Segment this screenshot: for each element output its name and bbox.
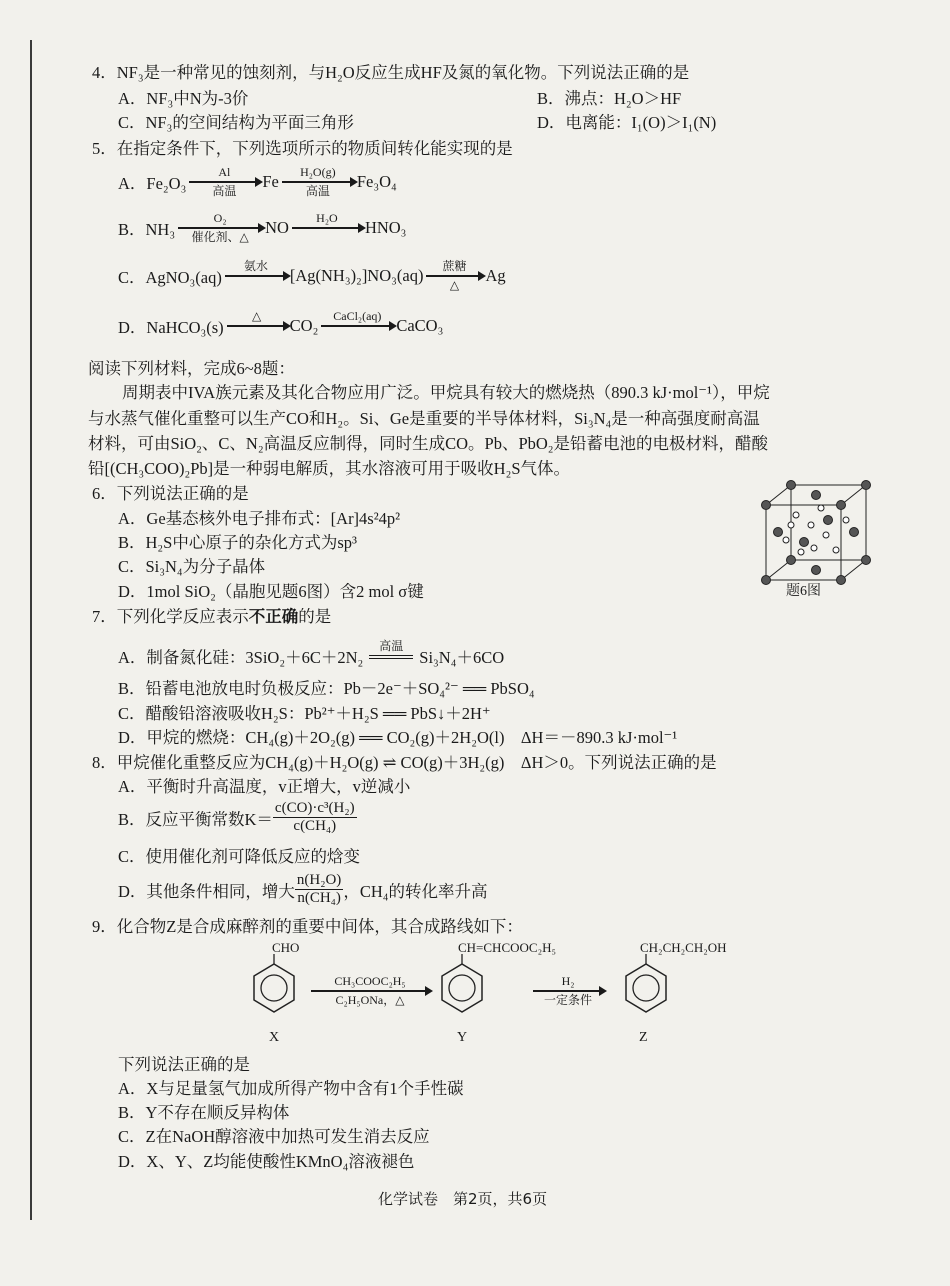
fig6-caption: 题6图 bbox=[786, 584, 821, 599]
q8-option-a: A．平衡时升高温度，v正增大，v逆减小 bbox=[118, 777, 411, 796]
q5b-arrow2 bbox=[292, 212, 362, 244]
q5-option-a bbox=[118, 166, 397, 198]
q9-prompt: 下列说法正确的是 bbox=[118, 1055, 250, 1074]
q5a-arrow1-bot: 高温 bbox=[212, 184, 237, 198]
z-substituent: CH₂CH₂CH₂OH bbox=[640, 940, 727, 955]
x-label: X bbox=[269, 1030, 280, 1045]
q7a-condition: 高温 bbox=[379, 639, 404, 653]
q5c-arrow1-top: 氨水 bbox=[243, 259, 268, 273]
q9-arrow-2 bbox=[533, 975, 603, 1007]
q9-option-d: D．X、Y、Z均能使酸性KMnO₄溶液褪色 bbox=[118, 1152, 415, 1171]
q9-option-a: A．X与足量氢气加成所得产物中含有1个手性碳 bbox=[118, 1079, 464, 1098]
q8d-fraction bbox=[295, 872, 343, 907]
q5-stem: 5．在指定条件下，下列选项所示的物质间转化能实现的是 bbox=[92, 139, 513, 158]
q7-stem-pre: 7．下列化学反应表示 bbox=[92, 607, 249, 626]
q9-stem: 9．化合物Z是合成麻醉剂的重要中间体，其合成路线如下： bbox=[92, 917, 523, 936]
q5d-mid: CO₂ bbox=[289, 316, 319, 335]
q6-option-d: D．1mol SiO₂（晶胞见题6图）含2 mol σ键 bbox=[118, 582, 424, 601]
x-substituent: CHO bbox=[272, 940, 300, 955]
y-label: Y bbox=[457, 1030, 468, 1045]
q5d-arrow2 bbox=[321, 310, 393, 342]
q9-option-b: B．Y不存在顺反异构体 bbox=[118, 1103, 290, 1122]
q8d-suffix: ，CH₄的转化率升高 bbox=[343, 881, 488, 901]
z-label: Z bbox=[639, 1030, 648, 1045]
q5b-arrow1 bbox=[178, 212, 262, 244]
q8b-denominator: c(CH₄) bbox=[293, 818, 337, 834]
q5d-product: CaCO₃ bbox=[396, 316, 444, 335]
reading-intro: 阅读下列材料，完成6~8题： bbox=[88, 359, 295, 378]
q8-option-c: C．使用催化剂可降低反应的焓变 bbox=[118, 847, 361, 866]
q7a-products: Si₃N₄＋6CO bbox=[419, 648, 505, 667]
q5b-arrow1-bot: 催化剂、△ bbox=[191, 230, 249, 244]
q5a-arrow2 bbox=[282, 166, 354, 198]
q5a-arrow2-bot: 高温 bbox=[305, 184, 330, 198]
q9-arrow2-bot: 一定条件 bbox=[543, 993, 592, 1007]
q7-stem-post: 的是 bbox=[298, 607, 332, 626]
q5d-arrow1 bbox=[227, 310, 287, 342]
q5b-arrow1-top: O₂ bbox=[213, 211, 227, 225]
q5a-arrow2-top: H₂O(g) bbox=[300, 165, 336, 179]
q5b-product: HNO₃ bbox=[364, 218, 407, 237]
page-footer: 化学试卷 第2页，共6页 bbox=[378, 1190, 548, 1208]
q5c-arrow2-bot: △ bbox=[449, 278, 460, 292]
q5-option-b bbox=[118, 212, 406, 244]
q8d-prefix: D．其他条件相同，增大 bbox=[118, 881, 295, 901]
q7a-reactants: A．制备氮化硅：3SiO₂＋6C＋2N₂ bbox=[118, 648, 364, 667]
q4-stem: 4．NF₃是一种常见的蚀刻剂，与H₂O反应生成HF及氮的氧化物。下列说法正确的是 bbox=[92, 63, 690, 82]
x-benzene-ring-icon bbox=[244, 952, 304, 1022]
q6-option-b: B．H₂S中心原子的杂化方式为sp³ bbox=[118, 533, 357, 552]
reading-line-2: 与水蒸气催化重整可以生产CO和H₂。Si、Ge是重要的半导体材料，Si₃N₄是一种高强度耐高温 bbox=[88, 409, 760, 428]
q6-option-c: C．Si₃N₄为分子晶体 bbox=[118, 557, 266, 576]
q5a-product: Fe₃O₄ bbox=[356, 172, 397, 191]
q7-option-b: B．铅蓄电池放电时负极反应：Pb－2e⁻＋SO₄²⁻ ══ PbSO₄ bbox=[118, 679, 535, 698]
q9-option-c: C．Z在NaOH醇溶液中加热可发生消去反应 bbox=[118, 1127, 430, 1146]
q7-option-a bbox=[118, 640, 504, 672]
q8b-numerator: c(CO)·c³(H₂) bbox=[274, 800, 355, 816]
q5a-mid: Fe bbox=[262, 172, 279, 191]
q6-option-a: A．Ge基态核外电子排布式：[Ar]4s²4p² bbox=[118, 509, 401, 528]
q9-arrow1-bot: C₂H₅ONa，△ bbox=[335, 993, 405, 1007]
y-benzene-ring-icon bbox=[432, 952, 492, 1022]
q5c-arrow2 bbox=[426, 260, 482, 292]
q5d-reactant: D．NaHCO₃(s) bbox=[118, 318, 224, 337]
q5b-reactant: B．NH₃ bbox=[118, 220, 176, 239]
q5b-mid: NO bbox=[265, 218, 289, 237]
q5-option-d bbox=[118, 310, 443, 342]
q5a-arrow1-top: Al bbox=[218, 165, 231, 179]
q7-option-d: D．甲烷的燃烧：CH₄(g)＋2O₂(g) ══ CO₂(g)＋2H₂O(l) ΔH＝－890.3 kJ·mol⁻¹ bbox=[118, 728, 678, 747]
q5c-product: Ag bbox=[485, 266, 506, 285]
binding-margin-line bbox=[30, 40, 32, 1220]
q8-stem: 8．甲烷催化重整反应为CH₄(g)＋H₂O(g) ⇌ CO(g)＋3H₂(g) ΔH＞0。下列说法正确的是 bbox=[92, 753, 717, 772]
q9-arrow2-top: H₂ bbox=[561, 974, 575, 988]
q5b-arrow2-top: H₂O bbox=[316, 211, 338, 225]
q7a-equals-condition bbox=[369, 640, 413, 672]
q5c-arrow2-top: 蔗糖 bbox=[442, 259, 467, 273]
q8d-numerator: n(H₂O) bbox=[296, 872, 342, 888]
q7-stem-emphasis: 不正确 bbox=[248, 607, 299, 626]
reading-line-4: 铅[(CH₃COO)₂Pb]是一种弱电解质，其水溶液可用于吸收H₂S气体。 bbox=[88, 459, 571, 478]
q4-option-d: D．电离能：I₁(O)＞I₁(N) bbox=[537, 113, 717, 132]
q4-option-a: A．NF₃中N为-3价 bbox=[118, 89, 249, 108]
q8b-fraction bbox=[273, 800, 357, 835]
q5c-reactant: C．AgNO₃(aq) bbox=[118, 268, 222, 287]
q8-option-b bbox=[118, 800, 357, 835]
q4-option-c: C．NF₃的空间结构为平面三角形 bbox=[118, 113, 354, 132]
reading-line-3: 材料，可由SiO₂、C、N₂高温反应制得，同时生成CO。Pb、PbO₂是铅蓄电池的电极材料，醋酸 bbox=[88, 434, 769, 453]
q5c-arrow1 bbox=[225, 260, 287, 292]
q8d-denominator: n(CH₄) bbox=[297, 890, 341, 906]
q5d-arrow2-top: CaCl₂(aq) bbox=[333, 309, 382, 323]
q7-option-c: C．醋酸铅溶液吸收H₂S：Pb²⁺＋H₂S ══ PbS↓＋2H⁺ bbox=[118, 704, 491, 723]
q5a-reactant: A．Fe₂O₃ bbox=[118, 174, 187, 193]
q5-option-c bbox=[118, 260, 506, 292]
q6-stem: 6．下列说法正确的是 bbox=[92, 484, 249, 503]
q8b-prefix: B．反应平衡常数K＝ bbox=[118, 809, 273, 829]
q5c-mid: [Ag(NH₃)₂]NO₃(aq) bbox=[289, 266, 424, 285]
q7-stem bbox=[92, 606, 331, 628]
q4-option-b: B．沸点：H₂O＞HF bbox=[537, 89, 682, 108]
z-benzene-ring-icon bbox=[616, 952, 676, 1022]
q5a-arrow1 bbox=[189, 166, 259, 198]
reading-line-1: 周期表中IVA族元素及其化合物应用广泛。甲烷具有较大的燃烧热（890.3 kJ·mol⁻¹），甲烷 bbox=[122, 383, 770, 402]
q9-arrow-1 bbox=[311, 975, 429, 1007]
q9-arrow1-top: CH₃COOC₂H₅ bbox=[334, 974, 406, 988]
q8-option-d bbox=[118, 872, 488, 907]
y-substituent: CH=CHCOOC₂H₅ bbox=[458, 940, 557, 955]
q5d-arrow1-top: △ bbox=[252, 309, 262, 323]
